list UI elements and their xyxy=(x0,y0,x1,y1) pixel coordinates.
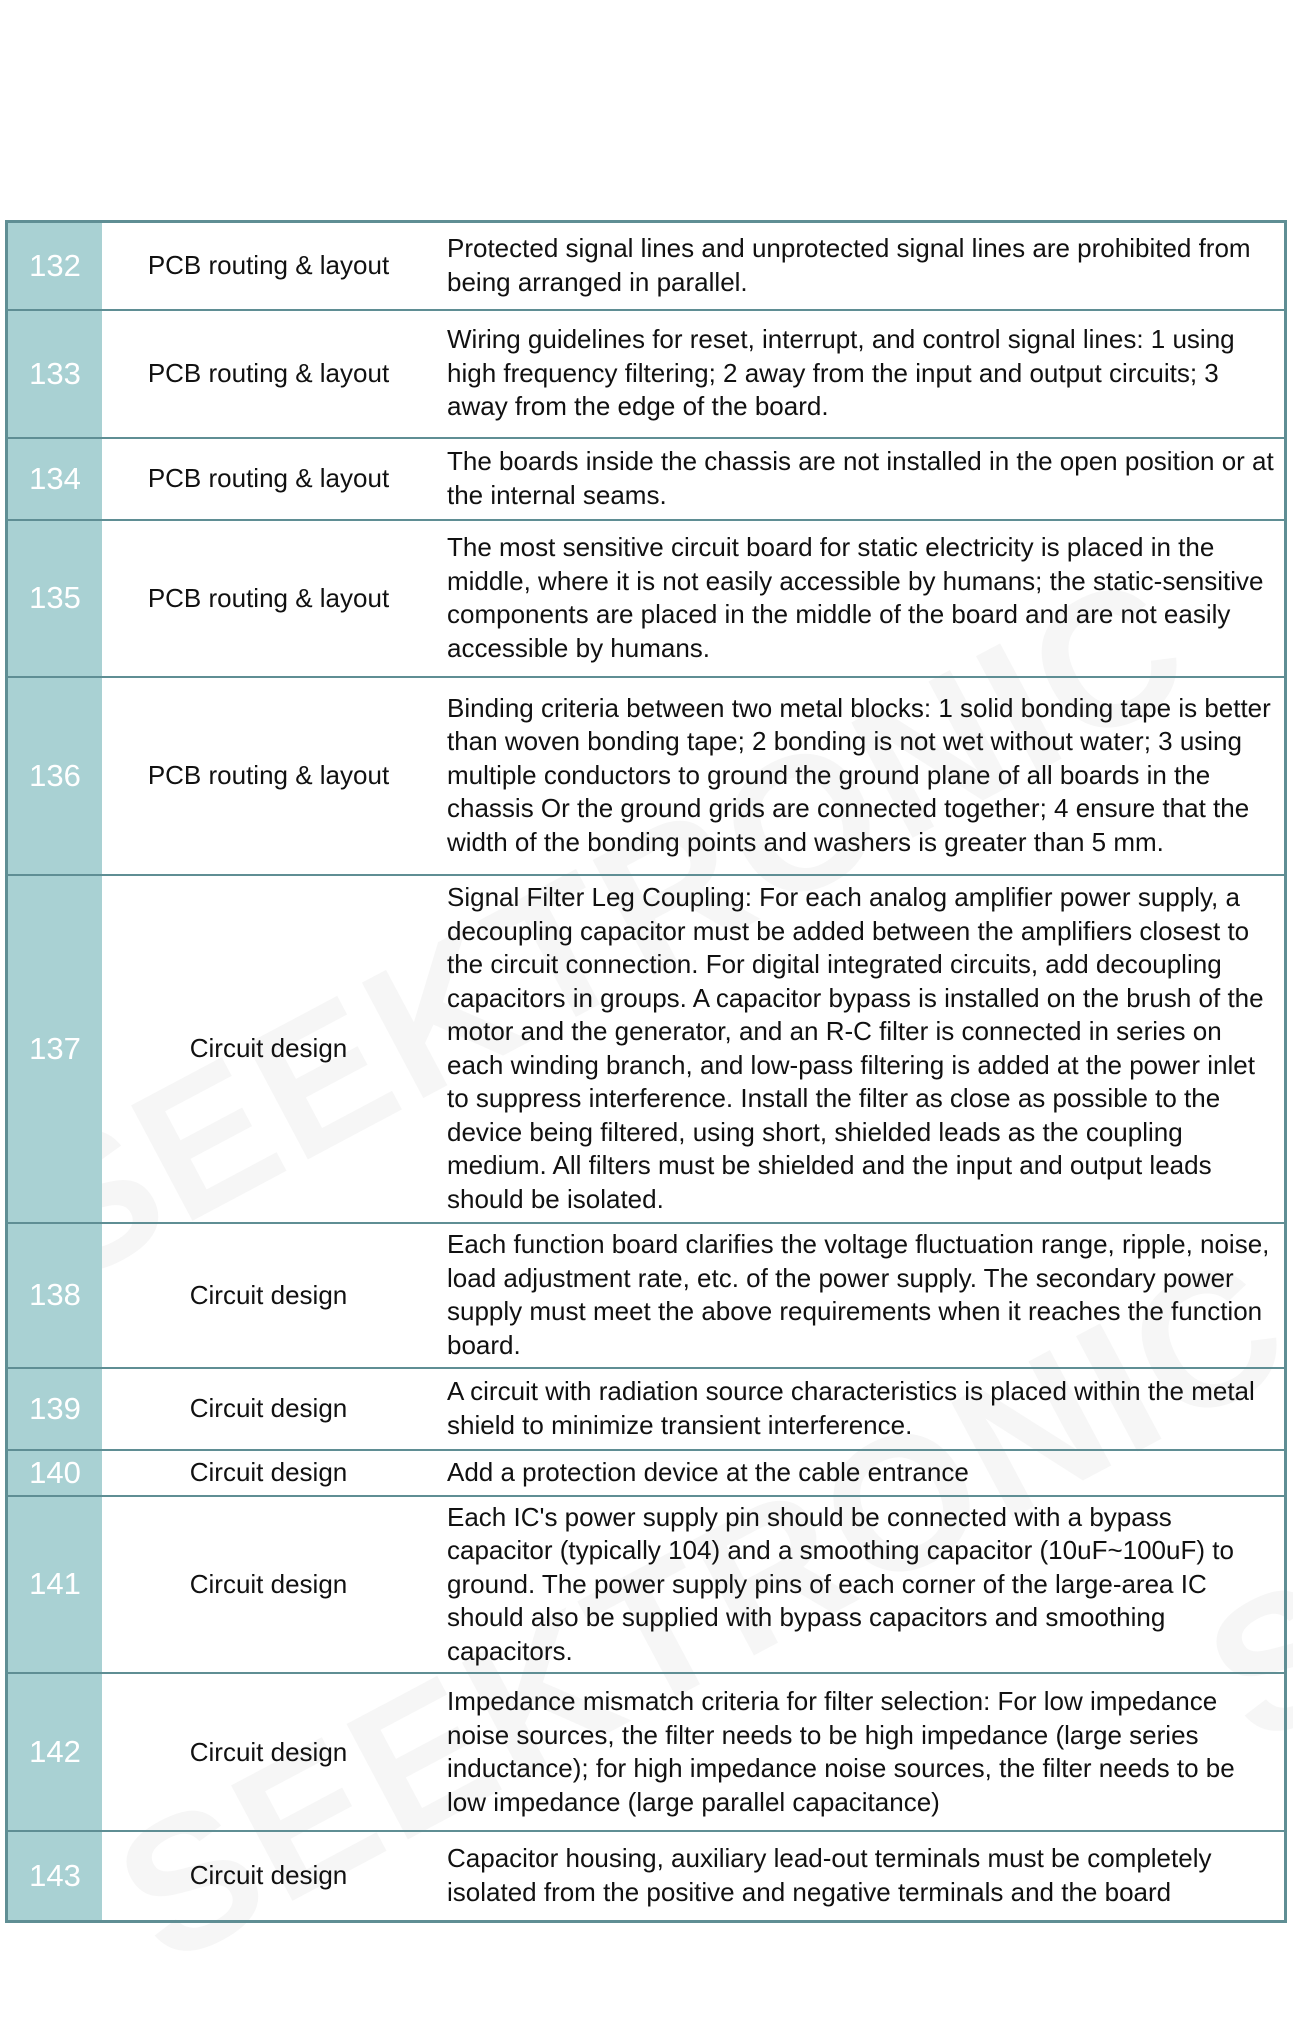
guidelines-table xyxy=(5,220,1287,1923)
row-description: A circuit with radiation source characteristics is placed within the metal shield to minimize transient interference. xyxy=(435,1368,1286,1450)
row-number: 138 xyxy=(7,1223,103,1368)
row-description: Wiring guidelines for reset, interrupt, and control signal lines: 1 using high frequency filtering; 2 away from the input and output circuits; 3 away from the edge of the board. xyxy=(435,310,1286,438)
row-description: Capacitor housing, auxiliary lead-out terminals must be completely isolated from the positive and negative terminals and the board xyxy=(435,1831,1286,1921)
row-category: PCB routing & layout xyxy=(102,222,435,310)
row-description: Signal Filter Leg Coupling: For each analog amplifier power supply, a decoupling capacitor must be added between the amplifiers closest to the circuit connection. For digital integrated circuits, add decoupling capacitors in groups. A capacitor bypass is installed on the brush of the motor and the generator, and an R-C filter is connected in series on each winding branch, and low-pass filtering is added at the power inlet to suppress interference. Install the filter as close as possible to the device being filtered, using short, shielded leads as the coupling medium. All filters must be shielded and the input and output leads should be isolated. xyxy=(435,875,1286,1223)
row-number: 140 xyxy=(7,1450,103,1496)
row-category: Circuit design xyxy=(102,1673,435,1831)
row-category: Circuit design xyxy=(102,1831,435,1921)
table-row xyxy=(7,677,1286,875)
row-description: Impedance mismatch criteria for filter selection: For low impedance noise sources, the filter needs to be high impedance (large series inductance); for high impedance noise sources, the filter needs to be low impedance (large parallel capacitance) xyxy=(435,1673,1286,1831)
table-row xyxy=(7,1673,1286,1831)
row-category: Circuit design xyxy=(102,1223,435,1368)
row-number: 141 xyxy=(7,1496,103,1674)
table-row xyxy=(7,520,1286,677)
table-row xyxy=(7,222,1286,310)
row-number: 135 xyxy=(7,520,103,677)
row-number: 142 xyxy=(7,1673,103,1831)
row-category: Circuit design xyxy=(102,1368,435,1450)
table-row xyxy=(7,1496,1286,1674)
row-number: 134 xyxy=(7,438,103,520)
row-number: 132 xyxy=(7,222,103,310)
row-number: 143 xyxy=(7,1831,103,1921)
row-description: The most sensitive circuit board for static electricity is placed in the middle, where it is not easily accessible by humans; the static-sensitive components are placed in the middle of the board and are not easily accessible by humans. xyxy=(435,520,1286,677)
row-category: PCB routing & layout xyxy=(102,520,435,677)
row-number: 136 xyxy=(7,677,103,875)
table-row xyxy=(7,1450,1286,1496)
row-description: Binding criteria between two metal blocks: 1 solid bonding tape is better than woven bonding tape; 2 bonding is not wet without water; 3 using multiple conductors to ground the ground plane of all boards in the chassis Or the ground grids are connected together; 4 ensure that the width of the bonding points and washers is greater than 5 mm. xyxy=(435,677,1286,875)
table-row xyxy=(7,438,1286,520)
table-row xyxy=(7,1223,1286,1368)
row-number: 139 xyxy=(7,1368,103,1450)
row-category: PCB routing & layout xyxy=(102,438,435,520)
row-category: Circuit design xyxy=(102,1450,435,1496)
table-row xyxy=(7,1831,1286,1921)
row-category: PCB routing & layout xyxy=(102,677,435,875)
row-category: PCB routing & layout xyxy=(102,310,435,438)
table-row xyxy=(7,310,1286,438)
table-row xyxy=(7,1368,1286,1450)
table-row xyxy=(7,875,1286,1223)
row-description: The boards inside the chassis are not installed in the open position or at the internal seams. xyxy=(435,438,1286,520)
row-description: Each function board clarifies the voltage fluctuation range, ripple, noise, load adjustment rate, etc. of the power supply. The secondary power supply must meet the above requirements when it reaches the function board. xyxy=(435,1223,1286,1368)
row-description: Add a protection device at the cable entrance xyxy=(435,1450,1286,1496)
row-category: Circuit design xyxy=(102,1496,435,1674)
row-number: 133 xyxy=(7,310,103,438)
row-category: Circuit design xyxy=(102,875,435,1223)
row-description: Protected signal lines and unprotected signal lines are prohibited from being arranged in parallel. xyxy=(435,222,1286,310)
row-description: Each IC's power supply pin should be connected with a bypass capacitor (typically 104) and a smoothing capacitor (10uF~100uF) to ground. The power supply pins of each corner of the large-area IC should also be supplied with bypass capacitors and smoothing capacitors. xyxy=(435,1496,1286,1674)
row-number: 137 xyxy=(7,875,103,1223)
